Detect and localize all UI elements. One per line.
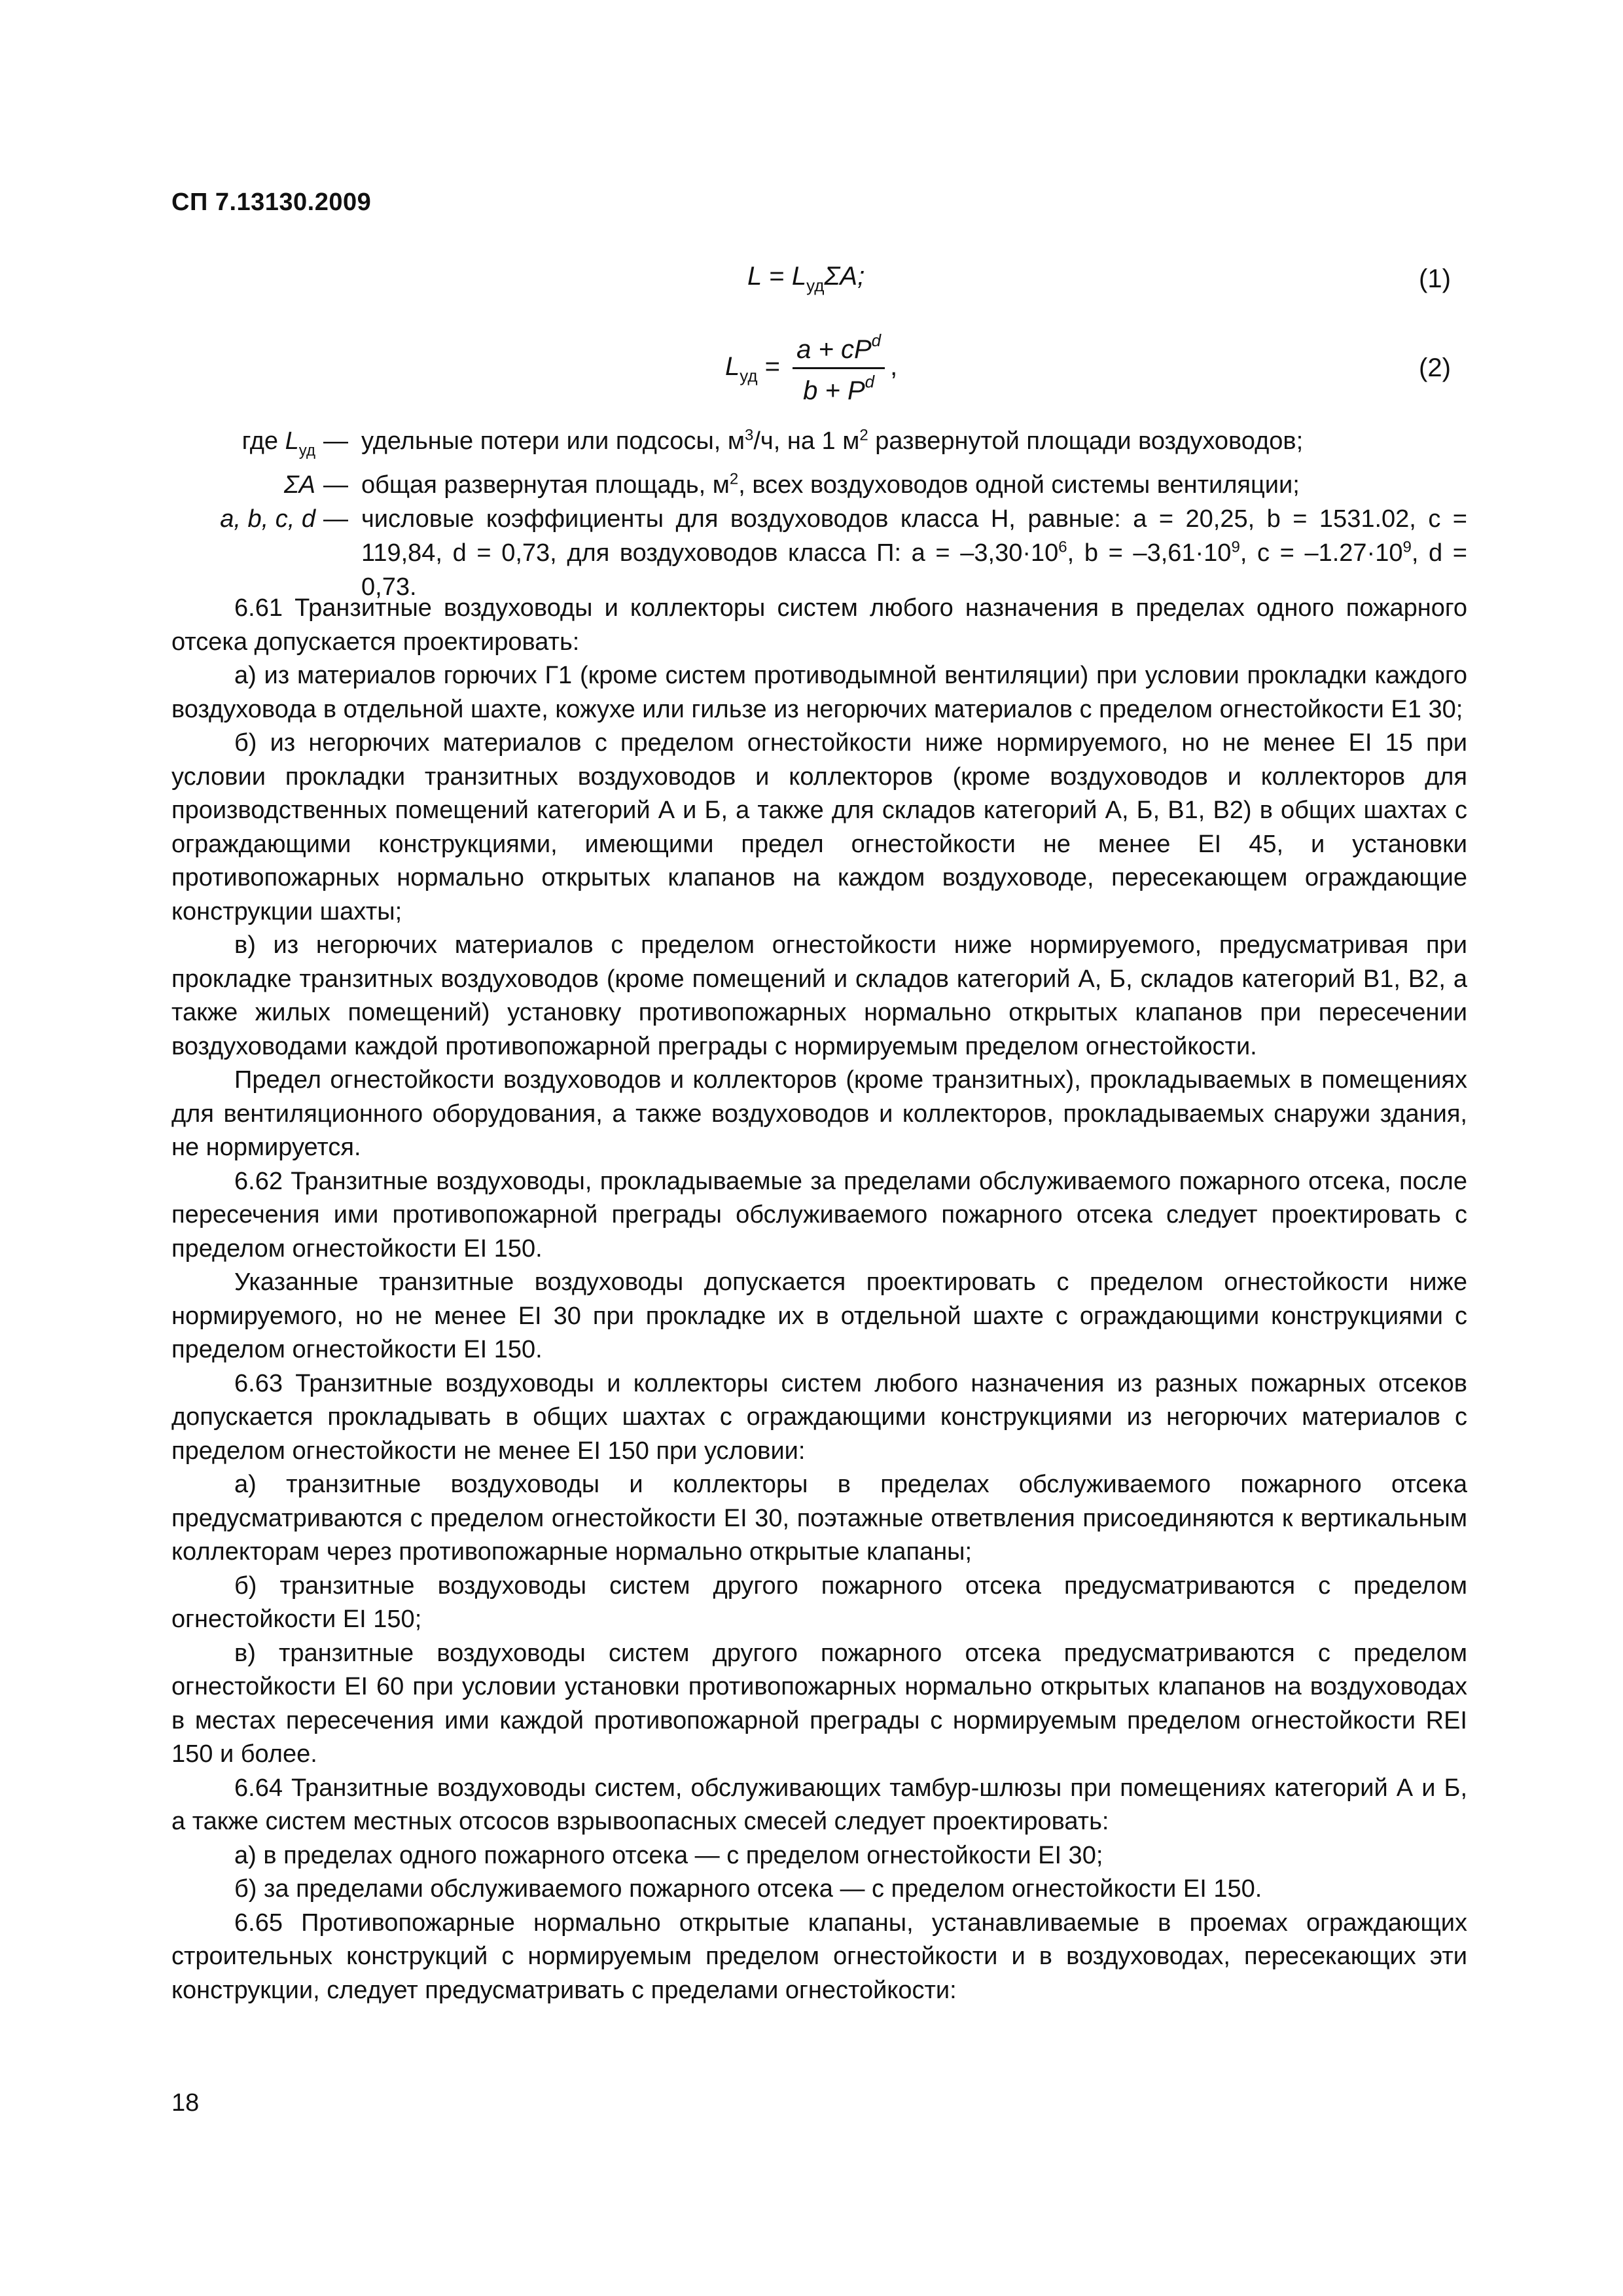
- formula-2-denominator-text: b + P: [803, 376, 865, 405]
- paragraph: Указанные транзитные воздуховоды допускается проектировать с пределом огнестойкости ниже нормируемого, но не менее EI 30 при прокладке их в отдельной шахте с ограждающими конструкциями с пределом огнестойкости EI 150.: [171, 1268, 1467, 1363]
- definition-text: [361, 424, 1467, 458]
- definitions-list: [171, 424, 1467, 604]
- paragraph: б) транзитные воздуховоды систем другого пожарного отсека предусматриваются с пределом огнестойкости EI 150;: [171, 1571, 1467, 1633]
- definition-text-part: удельные потери или подсосы, м: [361, 427, 745, 455]
- definition-symbol-sub: уд: [298, 442, 315, 459]
- paragraph: в) из негорючих материалов с пределом огнестойкости ниже нормируемого, предусматривая при прокладке транзитных воздуховодов (кроме помещений и складов категорий А, Б, складов категорий В1, В2, а также жилых помещений) установку противопожарных нормально открытых клапанов при пересечении воздуховодами каждой противопожарной преграды с нормируемым пределом огнестойкости.: [171, 931, 1467, 1060]
- definition-row: [171, 424, 1467, 468]
- definition-symbol: [171, 502, 323, 536]
- definition-text-part: развернутой площади воздуховодов;: [868, 427, 1304, 455]
- definition-symbol-text: L: [285, 427, 299, 455]
- paragraph: 6.64 Транзитные воздуховоды систем, обслуживающих тамбур-шлюзы при помещениях категорий А и Б, а также систем местных отсосов взрывоопасных смесей следует проектировать:: [171, 1774, 1467, 1835]
- paragraph: 6.62 Транзитные воздуховоды, прокладываемые за пределами обслуживаемого пожарного отсека, после пересечения ими противопожарной преграды обслуживаемого пожарного отсека следует проектировать с пределом огнестойкости EI 150.: [171, 1167, 1467, 1263]
- formula-2-numerator-text: a + cP: [796, 335, 872, 364]
- definition-symbol: [171, 468, 323, 502]
- definition-text-part: общая развернутая площадь, м: [361, 471, 730, 499]
- formula-2-numerator-sup: d: [871, 331, 882, 350]
- formula-1-l-sub: уд: [806, 276, 825, 295]
- paragraph: 6.61 Транзитные воздуховоды и коллекторы систем любого назначения в пределах одного пожарного отсека допускается проектировать:: [171, 594, 1467, 656]
- formula-2: [725, 331, 897, 406]
- definition-row: [171, 502, 1467, 604]
- document-body: [171, 592, 1467, 2007]
- definition-text-part: , всех воздуховодов одной системы вентиляции;: [738, 471, 1300, 499]
- definition-text-sup: 9: [1402, 538, 1412, 556]
- definition-text-sup: 3: [745, 426, 754, 444]
- definition-dash: —: [323, 505, 348, 533]
- definition-text-sup: 6: [1058, 538, 1067, 556]
- formula-2-lhs-sub: уд: [740, 366, 758, 386]
- where-label: где: [241, 427, 285, 455]
- formula-2-denominator: [793, 369, 885, 406]
- paragraph: б) из негорючих материалов с пределом огнестойкости ниже нормируемого, но не менее EI 15 при условии прокладки транзитных воздуховодов и коллекторов (кроме воздуховодов и коллекторов для производственных помещений категорий А и Б, а также для складов категорий А, Б, В1, В2) в общих шахтах с ограждающими конструкциями, имеющими предел огнестойкости не менее EI 45, и установки противопожарных нормально открытых клапанов на каждом воздуховоде, пересекающем ограждающие конструкции шахты;: [171, 729, 1467, 925]
- definition-text-part: , c = –1.27·10: [1240, 539, 1403, 567]
- definition-dash: —: [323, 427, 348, 455]
- formula-1-rest: ΣA;: [824, 262, 865, 291]
- definition-text-part: , b = –3,61·10: [1067, 539, 1232, 567]
- page-number: 18: [171, 2089, 200, 2117]
- paragraph: Предел огнестойкости воздуховодов и коллекторов (кроме транзитных), прокладываемых в помещениях для вентиляционного оборудования, а также воздуховодов и коллекторов, прокладываемых снаружи здания, не нормируется.: [171, 1066, 1467, 1161]
- definition-text-part: числовые коэффициенты для воздуховодов класса Н, равные: a = 20,25, b = 1531.02, c = 119,84, d = 0,73, для воздуховодов класса П: a = –3,30·10: [361, 505, 1467, 567]
- paragraph: а) из материалов горючих Г1 (кроме систем противодымной вентиляции) при условии прокладки каждого воздуховода в отдельной шахте, кожухе или гильзе из негорючих материалов с пределом огнестойкости Е1 30;: [171, 662, 1467, 723]
- definition-text-sup: 2: [729, 470, 739, 488]
- formula-1-number: (1): [1419, 264, 1451, 293]
- definition-symbol-text: ΣA: [283, 471, 315, 499]
- paragraph: а) транзитные воздуховоды и коллекторы в пределах обслуживаемого пожарного отсека предусматриваются с пределом огнестойкости EI 30, поэтажные ответвления присоединяются к вертикальным коллекторам через противопожарные нормально открытые клапаны;: [171, 1471, 1467, 1566]
- definition-dash: —: [323, 471, 348, 499]
- paragraph: а) в пределах одного пожарного отсека — с пределом огнестойкости EI 30;: [234, 1841, 1103, 1869]
- document-header: СП 7.13130.2009: [171, 188, 372, 216]
- definition-symbol: [171, 424, 323, 468]
- formula-2-denominator-sup: d: [865, 372, 875, 391]
- definition-text-part: , d = 0,73.: [361, 539, 1467, 601]
- definition-text: [361, 502, 1467, 604]
- formula-2-eq: =: [757, 352, 788, 382]
- formula-1-eq: =: [762, 262, 792, 291]
- definition-row: [171, 468, 1467, 502]
- formula-2-lhs: L: [725, 352, 740, 382]
- definition-text: [361, 468, 1467, 502]
- formula-1-l: L: [791, 262, 807, 291]
- paragraph: б) за пределами обслуживаемого пожарного отсека — с пределом огнестойкости EI 150.: [234, 1875, 1262, 1903]
- formula-2-fraction: [793, 331, 885, 406]
- formula-2-tail: ,: [890, 352, 898, 382]
- definition-symbol-text: a, b, c, d: [220, 505, 315, 533]
- formula-2-number: (2): [1419, 353, 1451, 382]
- formula-1: [747, 262, 865, 296]
- paragraph: 6.63 Транзитные воздуховоды и коллекторы систем любого назначения из разных пожарных отсеков допускается прокладывать в общих шахтах с ограждающими конструкциями из негорючих материалов с пределом огнестойкости не менее EI 150 при условии:: [171, 1369, 1467, 1465]
- formula-2-numerator: [793, 331, 885, 369]
- definition-text-part: /ч, на 1 м: [753, 427, 860, 455]
- formula-1-lhs: L: [747, 262, 762, 291]
- paragraph: 6.65 Противопожарные нормально открытые клапаны, устанавливаемые в проемах ограждающих строительных конструкций с нормируемым пределом огнестойкости и в воздуховодах, пересекающих эти конструкции, следует предусматривать с пределами огнестойкости:: [171, 1909, 1467, 2004]
- paragraph: в) транзитные воздуховоды систем другого пожарного отсека предусматриваются с пределом огнестойкости EI 60 при условии установки противопожарных нормально открытых клапанов на воздуховодах в местах пересечения ими каждой противопожарной преграды с нормируемым пределом огнестойкости REI 150 и более.: [171, 1639, 1467, 1768]
- definition-text-sup: 2: [859, 426, 868, 444]
- definition-text-sup: 9: [1231, 538, 1240, 556]
